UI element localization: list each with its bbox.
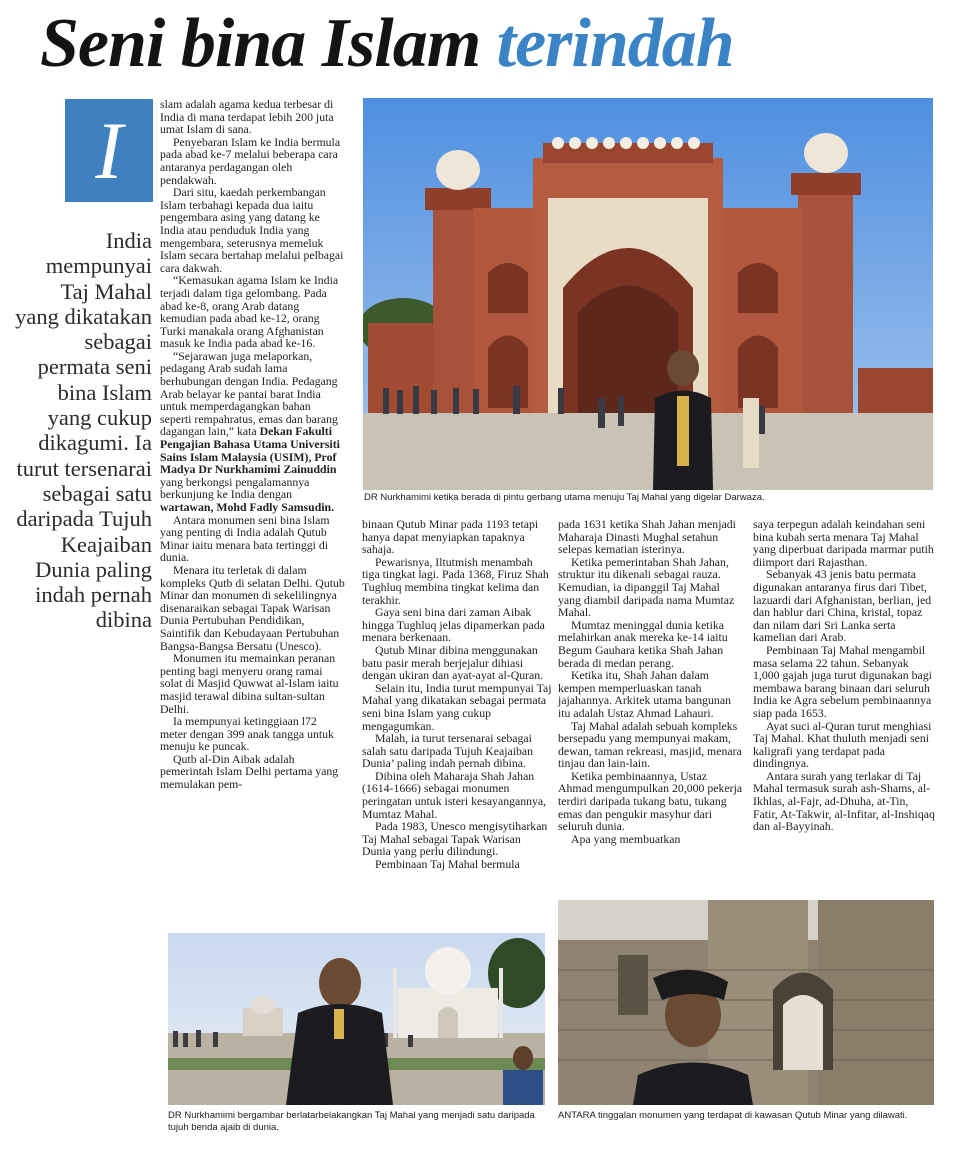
paragraph: Selain itu, India turut mempunyai Taj Mahal yang dikatakan sebagai permata seni bina Islam yang cukup mengagumkan. xyxy=(362,680,552,733)
paragraph: binaan Qutub Minar pada 1193 tetapi hanya dapat menyiapkan tapaknya sahaja. xyxy=(362,517,539,557)
headline-part2: terindah xyxy=(496,5,734,82)
paragraph: Monumen itu memainkan peranan penting bagi menyeru orang ramai solat di Masjid Quwwat al-Islam iaitu masjid terawal dibina sultan-sultan Delhi. xyxy=(160,651,339,716)
quote-text-cont: yang berkongsi pengalamannya berkunjung ke India dengan xyxy=(160,474,310,502)
paragraph: Ketika pembinaannya, Ustaz Ahmad mengumpulkan 20,000 pekerja terdiri daripada tukang batu, tukang emas dan pengukir masyhur dari seluruh dunia. xyxy=(558,768,743,834)
paragraph: Malah, ia turut tersenarai sebagai salah satu daripada Tujuh Keajaiban Dunia’ paling indah pernah dibina. xyxy=(362,731,534,771)
paragraph: Ketika itu, Shah Jahan dalam kempen memperluaskan tanah jajahannya. Arkitek utama bangunan itu adalah Ustaz Ahmad Lahauri. xyxy=(558,668,731,720)
photo-taj-mahal xyxy=(168,933,545,1105)
photo-qutub-minar-ruins xyxy=(558,900,934,1105)
paragraph: Dari situ, kaedah perkembangan Islam terbahagi kepada dua iaitu pengembara asing yang datang ke India atau penduduk India yang mengembara, seterusnya memeluk Islam secara bertahap melalui pelbagai cara dakwah. xyxy=(160,185,344,275)
paragraph: Pewarisnya, Iltutmish menambah tiga tingkat lagi. Pada 1368, Firuz Shah Tughluq membina tingkat kelima dan terakhir. xyxy=(362,554,549,607)
photo-caption-bottom-left: DR Nurkhamimi bergambar berlatarbelakangkan Taj Mahal yang menjadi satu daripada tujuh benda ajaib di dunia. xyxy=(168,1110,535,1133)
photo-caption-bottom-right: ANTARA tinggalan monumen yang terdapat di kawasan Qutub Minar yang dilawati. xyxy=(558,1110,908,1121)
paragraph: Sebanyak 43 jenis batu permata digunakan antaranya firus dari Tibet, lazuardi dari Afghanistan, berlian, jed dan hablur dari China, kristal, topaz dan nilam dari Sri Lanka serta kamelian dari Arab. xyxy=(753,567,932,645)
paragraph: Mumtaz meninggal dunia ketika melahirkan anak mereka ke-14 iaitu Begum Gauhara ketika Shah Jahan berada di medan perang. xyxy=(558,617,728,670)
paragraph: pada 1631 ketika Shah Jahan menjadi Maharaja Dinasti Mughal setahun selepas kematian isterinya. xyxy=(558,517,736,557)
article-column-1 xyxy=(160,98,345,791)
interviewee-name: Dekan Fakulti Pengajian Bahasa Utama Universiti Sains Islam Malaysia (USIM), Prof Madya Dr Nurkhamimi Zainuddin xyxy=(160,424,340,477)
drop-cap: I xyxy=(65,99,153,202)
article-column-3 xyxy=(558,518,743,845)
paragraph: Gaya seni bina dari zaman Aibak hingga Tughluq jelas dipamerkan pada menara berkenaan. xyxy=(362,605,545,645)
paragraph: Antara surah yang terlakar di Taj Mahal termasuk surah ash-Shams, al-Ikhlas, al-Fajr, ad-Dhuha, at-Tin, Fatir, At-Takwir, al-Infitar, al-Inshiqaq dan al-Bayyinah. xyxy=(753,768,935,834)
paragraph xyxy=(160,350,345,514)
headline-part1: Seni bina Islam xyxy=(40,5,481,82)
paragraph: Ketika pemerintahan Shah Jahan, struktur itu dikenali sebagai rauza. Kemudian, ia dipanggil Taj Mahal yang diambil daripada nama Mumtaz Mahal. xyxy=(558,554,735,620)
article-column-2 xyxy=(362,518,552,871)
paragraph: Menara itu terletak di dalam kompleks Qutb di selatan Delhi. Qutub Minar dan monumen di sekelilingnya disenaraikan sebagai Tapak Warisan Dunia Pertubuhan Pendidikan, Saintifik dan Kebudayaan Pertubuhan Bangsa-Bangsa Bersatu (Unesco). xyxy=(160,562,345,653)
paragraph: Pada 1983, Unesco mengisytiharkan Taj Mahal sebagai Tapak Warisan Dunia yang perlu dilindungi. xyxy=(362,819,548,859)
headline xyxy=(40,4,734,84)
photo-darwaza-gate xyxy=(363,98,933,490)
reporter-name: wartawan, Mohd Fadly Samsudin. xyxy=(160,500,335,514)
paragraph: Penyebaran Islam ke India bermula pada abad ke-7 melalui beberapa cara antaranya perdagangan oleh pendakwah. xyxy=(160,134,341,187)
quote-text: “Sejarawan juga melaporkan, pedagang Arab sudah lama berhubungan dengan India. Pedagang Arab belayar ke pantai barat India untuk memperdagangkan bahan seperti rempahratus, emas dan barang dagangan lain,” kata xyxy=(160,348,338,439)
paragraph: Qutub Minar dibina menggunakan batu pasir merah berjejalur dihiasi dengan ukiran dan ayat-ayat al-Quran. xyxy=(362,642,544,683)
paragraph: saya terpegun adalah keindahan seni bina kubah serta menara Taj Mahal yang diperbuat daripada marmar putih diimport dari Rajasthan. xyxy=(753,517,934,569)
paragraph: Qutb al-Din Aibak adalah pemerintah Islam Delhi pertama yang memulakan pem- xyxy=(160,751,339,792)
article-column-4 xyxy=(753,518,935,833)
paragraph: Ia mempunyai ketinggiaan l72 meter dengan 399 anak tangga untuk menuju ke puncak. xyxy=(160,714,334,754)
paragraph: Antara monumen seni bina Islam yang penting di India adalah Qutub Minar iaitu menara bata tertinggi di dunia. xyxy=(160,512,330,565)
pull-quote: India mempunyai Taj Mahal yang dikatakan sebagai permata seni bina Islam yang cukup dikagumi. Ia turut tersenarai sebagai satu daripada Tujuh Keajaiban Dunia paling indah pernah dibina xyxy=(15,228,152,633)
paragraph: “Kemasukan agama Islam ke India terjadi dalam tiga gelombang. Pada abad ke-8, orang Arab datang kemudian pada abad ke-12, orang Turki manakala orang Afghanistan masuk ke India pada abad ke-16. xyxy=(160,273,339,351)
paragraph: Ayat suci al-Quran turut menghiasi Taj Mahal. Khat thuluth menjadi seni kaligrafi yang terdapat pada dindingnya. xyxy=(753,718,932,771)
paragraph: slam adalah agama kedua terbesar di India di mana terdapat lebih 200 juta umat Islam di sana. xyxy=(160,97,334,137)
paragraph: Pembinaan Taj Mahal mengambil masa selama 22 tahun. Sebanyak 1,000 gajah juga turut digunakan bagi membawa barang binaan dari seluruh India ke Agra sebelum pembinaannya siap pada 1653. xyxy=(753,642,932,720)
paragraph: Dibina oleh Maharaja Shah Jahan (1614-1666) sebagai monumen peringatan untuk isteri kesayangannya, Mumtaz Mahal. xyxy=(362,768,547,821)
paragraph: Apa yang membuatkan xyxy=(571,831,681,846)
photo-caption-top: DR Nurkhamimi ketika berada di pintu gerbang utama menuju Taj Mahal yang digelar Darwaza. xyxy=(364,492,765,503)
paragraph: Taj Mahal adalah sebuah kompleks bersepadu yang mempunyai makam, dewan, taman rekreasi, masjid, menara tinjau dan lain-lain. xyxy=(558,718,742,771)
paragraph: Pembinaan Taj Mahal bermula xyxy=(375,857,520,872)
